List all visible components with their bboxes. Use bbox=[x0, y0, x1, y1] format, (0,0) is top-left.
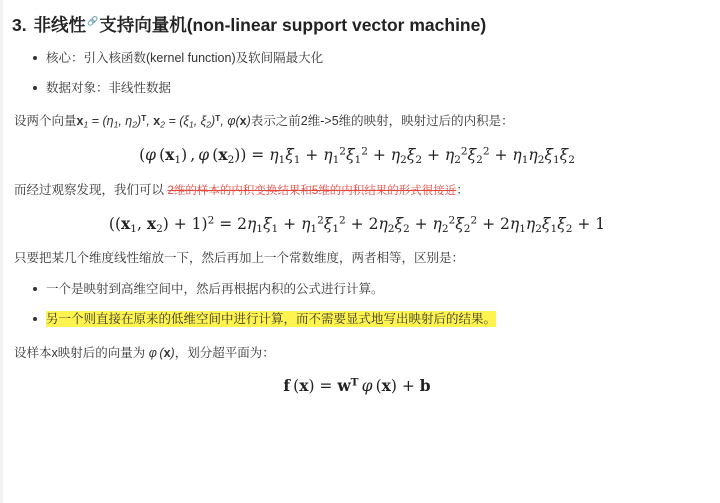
list-item: 一个是映射到高维空间中，然后再根据内积的公式进行计算。 bbox=[46, 280, 706, 299]
list-item: 数据对象：非线性数据 bbox=[46, 79, 706, 98]
heading-rest: 支持向量机(non-linear support vector machine) bbox=[99, 15, 487, 35]
formula-kernel-expansion: (($x_1$, $x_2) + 1)^2 = 2\eta_1\xi_1 + \eta_1^2\xi_1^2 + 2\eta_2\xi_2 + \eta_2^2\xi_2^2 + 2\eta_1\eta_2\xi_1\xi_2 + 1$ bbox=[108, 213, 606, 235]
paragraph-vectors bbox=[14, 111, 706, 132]
formula-inner-product-mapped: (φ $(x_1)$ , φ $(x_2)) = \eta_1\xi_1 + \eta_1^2\xi_1^2 + \eta_2\xi_2 + \eta_2^2\xi_2^2 + \eta_1\eta_2\xi_1\xi_2$ bbox=[139, 145, 575, 167]
paragraph-hyperplane bbox=[14, 343, 706, 363]
inline-math-vectors: $x_1 = (\eta_1$, $\eta_2)^T$, $x_2 = (\xi_1$, $\xi_2)^T$, φ(x) bbox=[76, 113, 251, 130]
left-gutter-bar bbox=[0, 0, 3, 503]
paragraph-text: 设两个向量 bbox=[14, 114, 77, 129]
paragraph-text: 而经过观察发现，我们可以 bbox=[14, 183, 165, 198]
anchor-link-icon[interactable]: 🔗 bbox=[86, 16, 99, 27]
paragraph-text-2: ，划分超平面为： bbox=[174, 345, 275, 360]
struck-text: 2维的样本的内积变换结果和5维的内积结果的形式很接近 bbox=[167, 185, 457, 198]
inline-math-phi: φ (x) bbox=[148, 345, 175, 360]
formula-decision-function: f $(x) = w^T$ φ (x) + b bbox=[283, 375, 431, 395]
difference-list bbox=[8, 280, 706, 329]
heading-number: 3. bbox=[12, 15, 27, 35]
paragraph-text: 设样本x映射后的向量为 bbox=[14, 345, 146, 360]
paragraph-text-2: 表示之前2维->5维的映射，映射过后的内积是： bbox=[250, 114, 514, 129]
key-points-list bbox=[8, 49, 706, 98]
paragraph-scaling: 只要把某几个维度线性缩放一下，然后再加上一个常数维度，两者相等，区别是： bbox=[14, 251, 465, 266]
list-item: 核心：引入核函数(kernel function)及软间隔最大化 bbox=[46, 49, 706, 68]
paragraph-observation bbox=[14, 180, 706, 200]
list-item-highlighted bbox=[46, 310, 706, 329]
heading-cn-part: 非线性 bbox=[33, 15, 86, 35]
page-title bbox=[12, 14, 706, 37]
paragraph-text-2: ： bbox=[456, 183, 469, 198]
highlighted-text: 另一个则直接在原来的低维空间中进行计算，而不需要显式地写出映射后的结果。 bbox=[46, 312, 497, 327]
